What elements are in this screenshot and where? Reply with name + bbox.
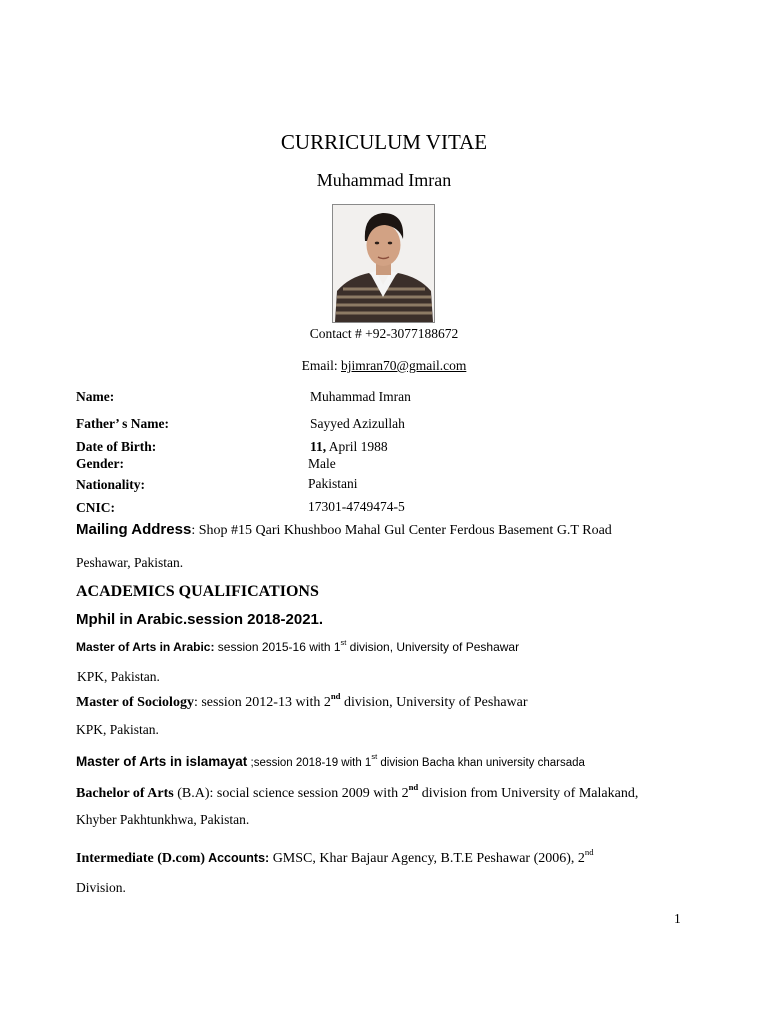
father-name-label: Father’ s Name: [76,416,169,431]
ma-arabic-title: Master of Arts in Arabic: [76,640,215,654]
ba-title: Bachelor of Arts [76,786,174,801]
ba-details: (B.A): social science session 2009 with 2 [173,786,409,801]
islamayat-title: Master of Arts in islamayat [76,754,248,769]
mailing-address-line2: Peshawar, Pakistan. [76,555,184,570]
islamayat-entry [76,753,585,771]
sociology-title: Master of Sociology [76,695,194,710]
sociology-entry [76,691,528,711]
ba-university: division from University of Malakand, [418,786,639,801]
intermediate-entry [76,847,594,867]
intermediate-details: GMSC, Khar Bajaur Agency, B.T.E Peshawar (2006), 2 [269,851,585,866]
dob-month-year: April 1988 [326,439,388,454]
gender-value: Male [308,456,336,471]
mailing-address-line1: : Shop #15 Qari Khushboo Mahal Gul Center Ferdous Basement G.T Road [191,523,612,538]
mailing-address [76,521,612,539]
gender-label: Gender: [76,456,124,471]
ma-arabic-location: KPK, Pakistan. [77,669,160,684]
academics-heading: ACADEMICS QUALIFICATIONS [76,583,319,600]
person-photo-icon [333,205,434,322]
intermediate-accounts: Accounts: [205,851,270,865]
islamayat-university: division Bacha khan university charsada [377,757,585,769]
cnic-label: CNIC: [76,500,115,515]
ma-arabic-ordinal: st [340,637,347,647]
intermediate-title: Intermediate (D.com) [76,851,206,866]
sociology-location: KPK, Pakistan. [76,722,159,737]
contact-number: Contact # +92-3077188672 [309,326,459,341]
sociology-ordinal: nd [330,691,341,702]
document-title: CURRICULUM VITAE [280,130,488,154]
dob-label: Date of Birth: [76,439,157,454]
nationality-label: Nationality: [76,477,145,492]
cnic-value: 17301-4749474-5 [308,499,405,514]
father-name-value: Sayyed Azizullah [310,416,405,431]
ma-arabic-session: session 2015-16 with 1 [214,640,341,654]
ba-ordinal: nd [408,782,419,793]
name-value: Muhammad Imran [310,389,411,404]
ma-arabic-entry [76,637,520,654]
dob-value [310,439,388,455]
mailing-address-label: Mailing Address [76,521,192,538]
sociology-session: : session 2012-13 with 2 [193,695,331,710]
ba-location: Khyber Pakhtunkhwa, Pakistan. [76,812,250,827]
dob-day: 11, [310,439,327,454]
mphil-entry: Mphil in Arabic.session 2018-2021. [76,611,324,628]
sociology-university: division, University of Peshawar [340,695,528,710]
ba-entry [76,782,639,802]
page-number: 1 [674,911,681,926]
email-label: Email: [301,358,342,373]
email-link[interactable]: bjimran70@gmail.com [341,358,467,373]
profile-photo [332,204,435,323]
islamayat-session: ;session 2018-19 with 1 [247,757,372,769]
name-label: Name: [76,389,115,404]
candidate-name-heading: Muhammad Imran [316,170,452,190]
email-line [0,358,768,374]
ma-arabic-university: division, University of Peshawar [346,640,520,654]
islamayat-ordinal: st [371,751,378,761]
intermediate-ordinal: nd [584,847,594,858]
nationality-value: Pakistani [308,476,358,491]
intermediate-division: Division. [76,880,126,895]
